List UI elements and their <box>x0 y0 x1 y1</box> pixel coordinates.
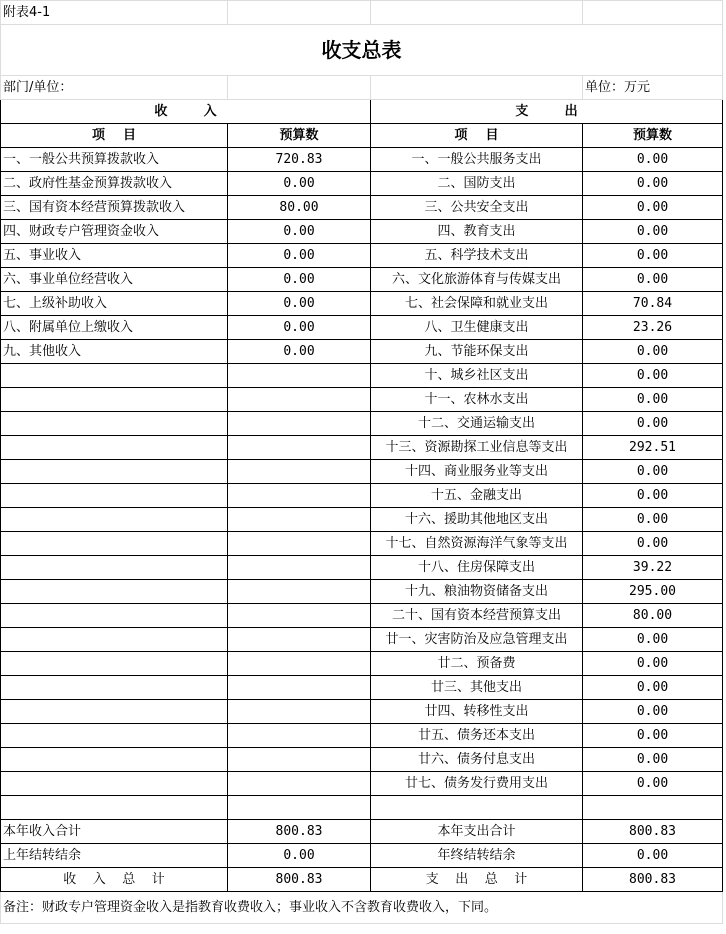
expense-value-cell <box>583 796 723 820</box>
expense-carryover-value: 0.00 <box>583 844 723 868</box>
dept-label: 部门/单位： <box>1 76 228 100</box>
income-item-cell: 五、事业收入 <box>1 244 228 268</box>
table-row <box>1 364 723 388</box>
income-item-cell <box>1 460 228 484</box>
expense-item-cell: 十、城乡社区支出 <box>371 364 583 388</box>
expense-value-cell: 0.00 <box>583 724 723 748</box>
table-row <box>1 196 723 220</box>
expense-value-cell: 0.00 <box>583 628 723 652</box>
income-item-cell: 七、上级补助收入 <box>1 292 228 316</box>
expense-value-cell: 0.00 <box>583 196 723 220</box>
income-value-cell <box>228 628 371 652</box>
expense-value-cell: 0.00 <box>583 772 723 796</box>
income-value-cell: 0.00 <box>228 316 371 340</box>
expense-value-cell: 23.26 <box>583 316 723 340</box>
expense-item-cell: 六、文化旅游体育与传媒支出 <box>371 268 583 292</box>
income-value-cell <box>228 772 371 796</box>
income-item-cell <box>1 508 228 532</box>
income-value-cell <box>228 460 371 484</box>
expense-item-cell: 十六、援助其他地区支出 <box>371 508 583 532</box>
income-value-cell: 80.00 <box>228 196 371 220</box>
income-value-cell: 0.00 <box>228 172 371 196</box>
table-row <box>1 316 723 340</box>
expense-item-cell: 九、节能环保支出 <box>371 340 583 364</box>
expense-item-cell: 廿四、转移性支出 <box>371 700 583 724</box>
income-item-cell <box>1 772 228 796</box>
expense-carryover-label: 年终结转结余 <box>371 844 583 868</box>
footnote: 备注：财政专户管理资金收入是指教育收费收入；事业收入不含教育收费收入，下同。 <box>1 892 723 924</box>
table-row <box>1 580 723 604</box>
expense-item-cell: 十二、交通运输支出 <box>371 412 583 436</box>
income-value-cell <box>228 676 371 700</box>
expense-value-cell: 0.00 <box>583 532 723 556</box>
income-value-cell <box>228 580 371 604</box>
table-row <box>1 796 723 820</box>
blank-cell <box>228 76 371 100</box>
income-item-cell: 四、财政专户管理资金收入 <box>1 220 228 244</box>
income-item-cell <box>1 724 228 748</box>
table-row <box>1 724 723 748</box>
income-item-cell <box>1 700 228 724</box>
income-value-cell <box>228 412 371 436</box>
expense-header: 支 出 <box>371 100 723 124</box>
income-item-cell: 八、附属单位上缴收入 <box>1 316 228 340</box>
income-item-cell <box>1 604 228 628</box>
sheet-tag: 附表4-1 <box>1 1 228 25</box>
income-item-cell <box>1 484 228 508</box>
expense-item-cell: 三、公共安全支出 <box>371 196 583 220</box>
income-value-cell <box>228 556 371 580</box>
expense-item-cell: 七、社会保障和就业支出 <box>371 292 583 316</box>
income-carryover-value: 0.00 <box>228 844 371 868</box>
expense-value-cell: 0.00 <box>583 676 723 700</box>
income-value-cell <box>228 724 371 748</box>
table-row <box>1 268 723 292</box>
expense-value-cell: 80.00 <box>583 604 723 628</box>
table-row <box>1 172 723 196</box>
expense-value-cell: 0.00 <box>583 220 723 244</box>
income-item-cell: 六、事业单位经营收入 <box>1 268 228 292</box>
expense-year-total-value: 800.83 <box>583 820 723 844</box>
income-item-cell <box>1 652 228 676</box>
table-row <box>1 220 723 244</box>
expense-value-cell: 292.51 <box>583 436 723 460</box>
expense-value-cell: 0.00 <box>583 700 723 724</box>
income-item-cell <box>1 364 228 388</box>
income-value-cell <box>228 748 371 772</box>
income-value-cell: 720.83 <box>228 148 371 172</box>
table-row <box>1 604 723 628</box>
expense-item-cell: 廿一、灾害防治及应急管理支出 <box>371 628 583 652</box>
table-row <box>1 652 723 676</box>
income-value-cell <box>228 604 371 628</box>
income-value-cell: 0.00 <box>228 244 371 268</box>
income-item-cell <box>1 556 228 580</box>
expense-item-cell: 二十、国有资本经营预算支出 <box>371 604 583 628</box>
expense-value-cell: 0.00 <box>583 748 723 772</box>
page-title: 收支总表 <box>1 25 723 76</box>
income-value-cell: 0.00 <box>228 268 371 292</box>
income-item-col-header: 项 目 <box>1 124 228 148</box>
income-item-cell: 二、政府性基金预算拨款收入 <box>1 172 228 196</box>
income-value-cell: 0.00 <box>228 220 371 244</box>
expense-value-cell: 0.00 <box>583 484 723 508</box>
income-header: 收 入 <box>1 100 371 124</box>
income-item-cell: 三、国有资本经营预算拨款收入 <box>1 196 228 220</box>
income-value-cell <box>228 436 371 460</box>
table-row <box>1 484 723 508</box>
expense-item-cell: 一、一般公共服务支出 <box>371 148 583 172</box>
expense-item-cell: 廿五、债务还本支出 <box>371 724 583 748</box>
income-value-cell <box>228 388 371 412</box>
blank-cell <box>228 1 371 25</box>
expense-value-cell: 0.00 <box>583 412 723 436</box>
expense-budget-col-header: 预算数 <box>583 124 723 148</box>
expense-item-cell: 二、国防支出 <box>371 172 583 196</box>
income-item-cell <box>1 748 228 772</box>
expense-value-cell: 0.00 <box>583 148 723 172</box>
expense-value-cell: 0.00 <box>583 340 723 364</box>
income-item-cell <box>1 436 228 460</box>
table-row <box>1 436 723 460</box>
expense-year-total-label: 本年支出合计 <box>371 820 583 844</box>
expense-value-cell: 0.00 <box>583 268 723 292</box>
income-item-cell <box>1 388 228 412</box>
income-value-cell <box>228 484 371 508</box>
expense-item-cell <box>371 796 583 820</box>
table-row <box>1 700 723 724</box>
table-row <box>1 340 723 364</box>
income-value-cell <box>228 652 371 676</box>
expense-grand-total-label: 支 出 总 计 <box>371 868 583 892</box>
expense-item-cell: 十八、住房保障支出 <box>371 556 583 580</box>
table-row <box>1 244 723 268</box>
expense-value-cell: 0.00 <box>583 172 723 196</box>
table-row <box>1 556 723 580</box>
income-budget-col-header: 预算数 <box>228 124 371 148</box>
expense-value-cell: 0.00 <box>583 364 723 388</box>
income-grand-total-value: 800.83 <box>228 868 371 892</box>
expense-item-cell: 十五、金融支出 <box>371 484 583 508</box>
expense-item-col-header: 项 目 <box>371 124 583 148</box>
income-item-cell <box>1 676 228 700</box>
table-row <box>1 772 723 796</box>
table-row <box>1 148 723 172</box>
income-item-cell <box>1 532 228 556</box>
income-year-total-value: 800.83 <box>228 820 371 844</box>
income-value-cell: 0.00 <box>228 340 371 364</box>
income-item-cell <box>1 412 228 436</box>
income-carryover-label: 上年结转结余 <box>1 844 228 868</box>
income-item-cell <box>1 580 228 604</box>
blank-cell <box>583 1 723 25</box>
income-value-cell <box>228 508 371 532</box>
table-row <box>1 412 723 436</box>
expense-item-cell: 五、科学技术支出 <box>371 244 583 268</box>
expense-value-cell: 0.00 <box>583 508 723 532</box>
income-item-cell <box>1 796 228 820</box>
expense-item-cell: 廿三、其他支出 <box>371 676 583 700</box>
income-value-cell <box>228 796 371 820</box>
income-value-cell <box>228 700 371 724</box>
table-row <box>1 292 723 316</box>
expense-grand-total-value: 800.83 <box>583 868 723 892</box>
table-row <box>1 388 723 412</box>
expense-value-cell: 295.00 <box>583 580 723 604</box>
expense-item-cell: 十七、自然资源海洋气象等支出 <box>371 532 583 556</box>
expense-value-cell: 70.84 <box>583 292 723 316</box>
income-grand-total-label: 收 入 总 计 <box>1 868 228 892</box>
table-row <box>1 748 723 772</box>
expense-item-cell: 廿七、债务发行费用支出 <box>371 772 583 796</box>
expense-item-cell: 四、教育支出 <box>371 220 583 244</box>
income-year-total-label: 本年收入合计 <box>1 820 228 844</box>
expense-item-cell: 十三、资源勘探工业信息等支出 <box>371 436 583 460</box>
expense-value-cell: 39.22 <box>583 556 723 580</box>
blank-cell <box>371 1 583 25</box>
unit-label: 单位：万元 <box>583 76 723 100</box>
income-value-cell <box>228 364 371 388</box>
income-value-cell <box>228 532 371 556</box>
expense-value-cell: 0.00 <box>583 652 723 676</box>
income-item-cell <box>1 628 228 652</box>
table-row <box>1 676 723 700</box>
income-value-cell: 0.00 <box>228 292 371 316</box>
expense-item-cell: 十一、农林水支出 <box>371 388 583 412</box>
expense-item-cell: 十九、粮油物资储备支出 <box>371 580 583 604</box>
table-row <box>1 532 723 556</box>
income-item-cell: 一、一般公共预算拨款收入 <box>1 148 228 172</box>
expense-value-cell: 0.00 <box>583 460 723 484</box>
expense-value-cell: 0.00 <box>583 244 723 268</box>
expense-item-cell: 十四、商业服务业等支出 <box>371 460 583 484</box>
table-row <box>1 508 723 532</box>
expense-item-cell: 廿六、债务付息支出 <box>371 748 583 772</box>
table-row <box>1 460 723 484</box>
expense-item-cell: 廿二、预备费 <box>371 652 583 676</box>
income-item-cell: 九、其他收入 <box>1 340 228 364</box>
table-row <box>1 628 723 652</box>
blank-cell <box>371 76 583 100</box>
expense-item-cell: 八、卫生健康支出 <box>371 316 583 340</box>
expense-value-cell: 0.00 <box>583 388 723 412</box>
